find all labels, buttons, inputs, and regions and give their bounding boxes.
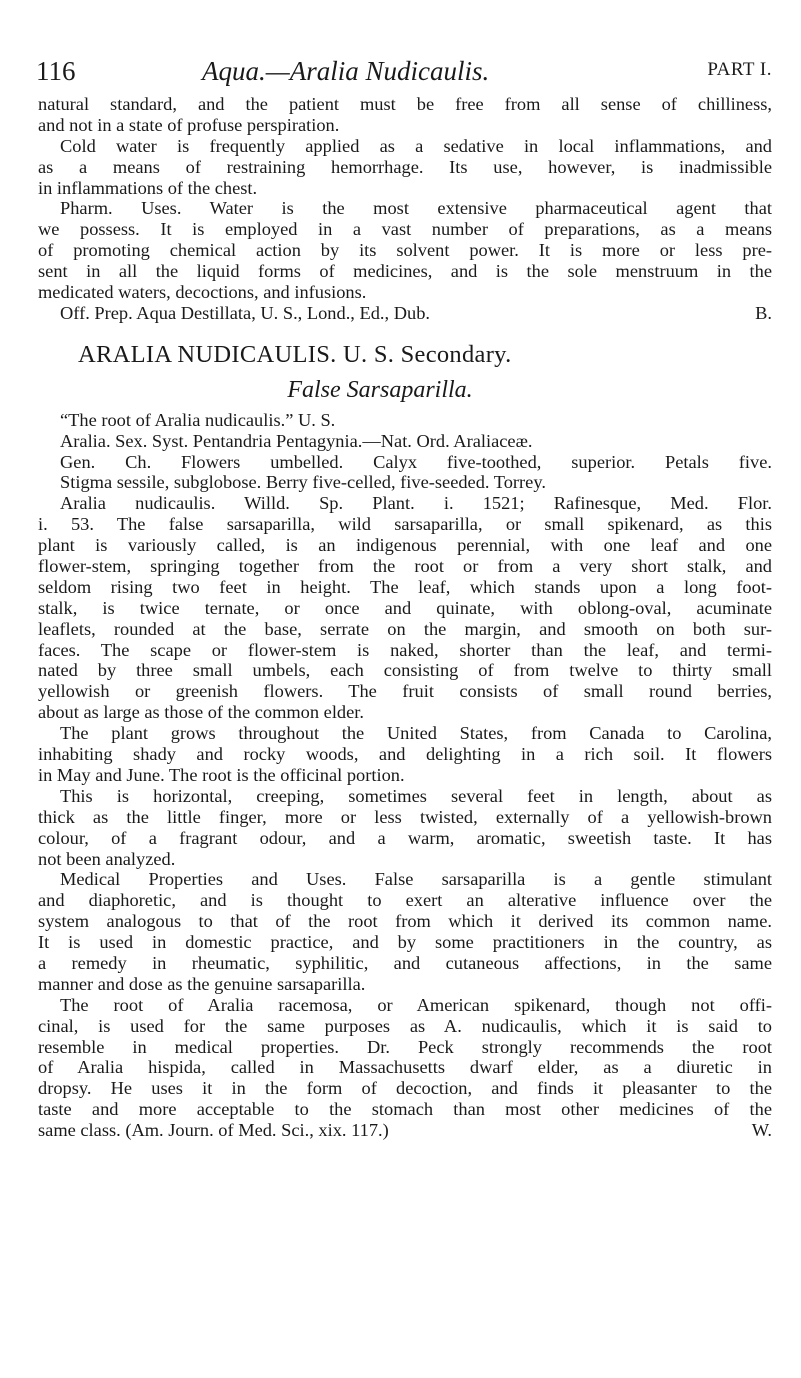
text-line: Pharm. Uses. Water is the most extensive pharmaceutical agent that: [60, 198, 772, 219]
section-subheading: False Sarsaparilla.: [287, 376, 473, 403]
text-line: Stigma sessile, subglobose. Berry five-celled, five-seeded. Torrey.: [60, 472, 546, 493]
text-line: a remedy in rheumatic, syphilitic, and cutaneous affections, in the same: [38, 952, 772, 973]
text-line: “The root of Aralia nudicaulis.” U. S.: [60, 409, 336, 430]
body-text: [38, 94, 772, 1141]
text-line: Off. Prep. Aqua Destillata, U. S., Lond., Ed., Dub. B.: [60, 302, 772, 323]
text-line: of promoting chemical action by its solvent power. It is more or less pre-: [38, 240, 772, 261]
text-line: cinal, is used for the same purposes as A. nudicaulis, which it is said to: [38, 1015, 772, 1036]
text-line: yellowish or greenish flowers. The fruit consists of small round berries,: [38, 681, 772, 702]
text-line: inhabiting shady and rocky woods, and delighting in a rich soil. It flowers: [38, 744, 772, 765]
section-heading: ARALIA NUDICAULIS. U. S. Secondary.: [78, 340, 512, 368]
text-line: The root of Aralia racemosa, or American spikenard, though not offi-: [60, 994, 772, 1015]
text-line: plant is variously called, is an indigenous perennial, with one leaf and one: [38, 535, 772, 556]
text-line: we possess. It is employed in a vast number of preparations, as a means: [38, 219, 772, 240]
running-title: Aqua.—Aralia Nudicaulis.: [202, 56, 490, 86]
text-line: i. 53. The false sarsaparilla, wild sarsaparilla, or small spikenard, as this: [38, 514, 772, 535]
text-line: This is horizontal, creeping, sometimes several feet in length, about as: [60, 785, 772, 806]
author-signature: B.: [755, 302, 772, 323]
text-line: in May and June. The root is the officinal portion.: [38, 764, 405, 785]
text-line: leaflets, rounded at the base, serrate on the margin, and smooth on both sur-: [38, 618, 772, 639]
author-signature: W.: [751, 1120, 772, 1141]
text-line: stalk, is twice ternate, or once and quinate, with oblong-oval, acuminate: [38, 597, 772, 618]
text-line: and not in a state of profuse perspiration.: [38, 114, 340, 135]
text-line: faces. The scape or flower-stem is naked, shorter than the leaf, and termi-: [38, 639, 772, 660]
text-line: colour, of a fragrant odour, and a warm, aromatic, sweetish taste. It has: [38, 827, 772, 848]
text-line: seldom rising two feet in height. The leaf, which stands upon a long foot-: [38, 576, 772, 597]
text-line: taste and more acceptable to the stomach than most other medicines of the: [38, 1099, 772, 1120]
text-line: not been analyzed.: [38, 848, 176, 869]
part-label: PART I.: [707, 59, 772, 80]
text-line: sent in all the liquid forms of medicines, and is the sole menstruum in the: [38, 261, 772, 282]
text-line: and diaphoretic, and is thought to exert an alterative influence over the: [38, 890, 772, 911]
text-line: dropsy. He uses it in the form of decoction, and finds it pleasanter to the: [38, 1078, 772, 1099]
page-number: 116: [36, 56, 76, 86]
text-line: thick as the little finger, more or less twisted, externally of a yellowish-brown: [38, 806, 772, 827]
text-line: about as large as those of the common elder.: [38, 702, 365, 723]
text-line: flower-stem, springing together from the root or from a very short stalk, and: [38, 556, 772, 577]
text-line: It is used in domestic practice, and by some practitioners in the country, as: [38, 932, 772, 953]
text-line: Gen. Ch. Flowers umbelled. Calyx five-toothed, superior. Petals five.: [60, 451, 772, 472]
text-line: Cold water is frequently applied as a sedative in local inflammations, and: [60, 135, 772, 156]
text-line: nated by three small umbels, each consisting of from twelve to thirty small: [38, 660, 772, 681]
text-line: manner and dose as the genuine sarsaparilla.: [38, 973, 366, 994]
text-line: as a means of restraining hemorrhage. Its use, however, is inadmissible: [38, 156, 772, 177]
text-line: in inflammations of the chest.: [38, 177, 258, 198]
text-line: system analogous to that of the root from which it derived its common name.: [38, 911, 772, 932]
text-line: Aralia nudicaulis. Willd. Sp. Plant. i. 1521; Rafinesque, Med. Flor.: [60, 493, 772, 514]
text-line: The plant grows throughout the United States, from Canada to Carolina,: [60, 723, 772, 744]
text-line: Aralia. Sex. Syst. Pentandria Pentagynia.—Nat. Ord. Araliaceæ.: [60, 430, 533, 451]
text-line: medicated waters, decoctions, and infusions.: [38, 282, 367, 303]
text-line: of Aralia hispida, called in Massachusetts dwarf elder, as a diuretic in: [38, 1057, 772, 1078]
text-line: resemble in medical properties. Dr. Peck strongly recommends the root: [38, 1036, 772, 1057]
text-line: natural standard, and the patient must be free from all sense of chilliness,: [38, 94, 772, 114]
text-line: same class. (Am. Journ. of Med. Sci., xix. 117.) W.: [38, 1120, 772, 1141]
text-line: Medical Properties and Uses. False sarsaparilla is a gentle stimulant: [60, 869, 772, 890]
